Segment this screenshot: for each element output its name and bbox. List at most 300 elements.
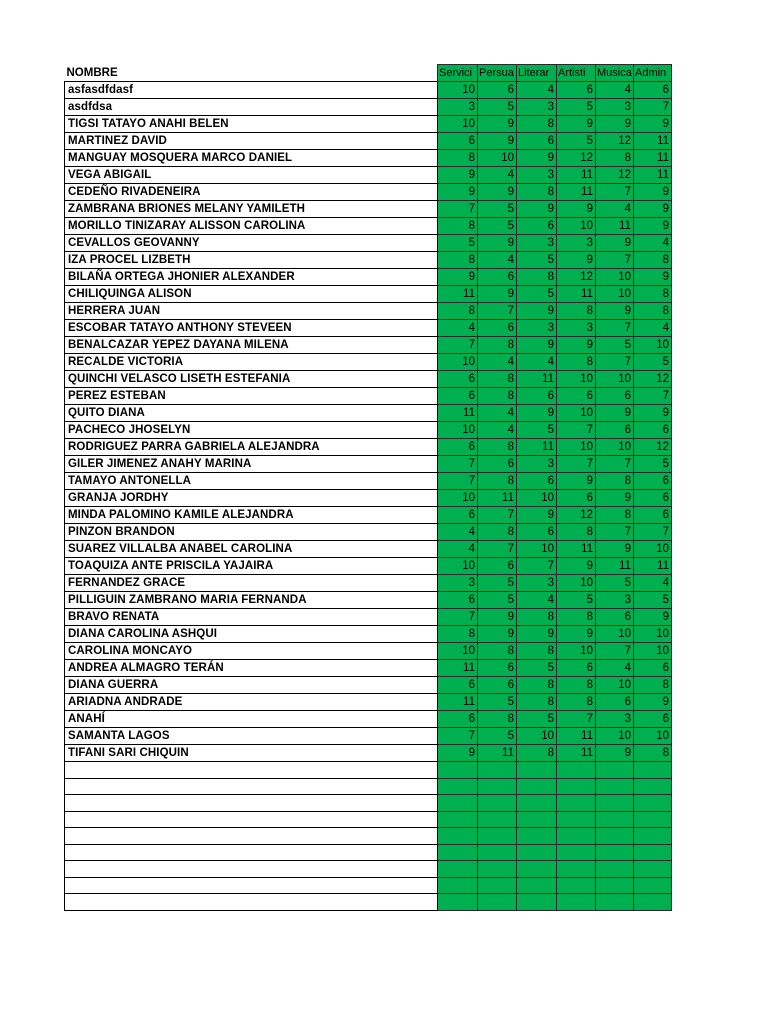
- score-cell[interactable]: 10: [634, 626, 672, 643]
- score-cell[interactable]: 9: [557, 337, 596, 354]
- score-cell[interactable]: 9: [478, 184, 517, 201]
- score-cell[interactable]: 4: [517, 354, 557, 371]
- score-cell[interactable]: 8: [438, 218, 478, 235]
- header-musical[interactable]: Musica: [596, 65, 634, 82]
- score-cell[interactable]: 4: [438, 524, 478, 541]
- score-cell[interactable]: 6: [596, 694, 634, 711]
- score-cell[interactable]: 6: [438, 677, 478, 694]
- score-cell[interactable]: [517, 811, 557, 828]
- name-cell[interactable]: FERNANDEZ GRACE: [65, 575, 438, 592]
- score-cell[interactable]: 11: [557, 745, 596, 762]
- score-cell[interactable]: 8: [438, 303, 478, 320]
- name-cell[interactable]: BILAÑA ORTEGA JHONIER ALEXANDER: [65, 269, 438, 286]
- score-cell[interactable]: 10: [438, 422, 478, 439]
- score-cell[interactable]: [478, 844, 517, 861]
- score-cell[interactable]: 9: [478, 626, 517, 643]
- score-cell[interactable]: 9: [517, 201, 557, 218]
- score-cell[interactable]: 9: [517, 150, 557, 167]
- score-cell[interactable]: 11: [596, 218, 634, 235]
- score-cell[interactable]: 8: [557, 677, 596, 694]
- score-cell[interactable]: 7: [438, 201, 478, 218]
- name-cell[interactable]: BRAVO RENATA: [65, 609, 438, 626]
- score-cell[interactable]: 6: [517, 133, 557, 150]
- score-cell[interactable]: [478, 762, 517, 779]
- name-cell[interactable]: [65, 762, 438, 779]
- score-cell[interactable]: 5: [517, 286, 557, 303]
- score-cell[interactable]: 7: [438, 473, 478, 490]
- score-cell[interactable]: 6: [517, 218, 557, 235]
- score-cell[interactable]: 8: [634, 677, 672, 694]
- score-cell[interactable]: [517, 828, 557, 845]
- score-cell[interactable]: 4: [438, 320, 478, 337]
- score-cell[interactable]: 4: [478, 405, 517, 422]
- score-cell[interactable]: [596, 762, 634, 779]
- score-cell[interactable]: 9: [517, 405, 557, 422]
- score-cell[interactable]: 6: [438, 388, 478, 405]
- score-cell[interactable]: 9: [634, 218, 672, 235]
- name-cell[interactable]: GRANJA JORDHY: [65, 490, 438, 507]
- score-cell[interactable]: 9: [438, 269, 478, 286]
- score-cell[interactable]: 10: [634, 541, 672, 558]
- name-cell[interactable]: CEVALLOS GEOVANNY: [65, 235, 438, 252]
- score-cell[interactable]: 10: [438, 490, 478, 507]
- score-cell[interactable]: 5: [478, 99, 517, 116]
- score-cell[interactable]: 7: [596, 320, 634, 337]
- name-cell[interactable]: GILER JIMENEZ ANAHY MARINA: [65, 456, 438, 473]
- score-cell[interactable]: [557, 762, 596, 779]
- score-cell[interactable]: 11: [557, 286, 596, 303]
- score-cell[interactable]: 9: [517, 626, 557, 643]
- score-cell[interactable]: 10: [596, 286, 634, 303]
- score-cell[interactable]: 6: [634, 490, 672, 507]
- score-cell[interactable]: 8: [634, 303, 672, 320]
- score-cell[interactable]: 11: [438, 286, 478, 303]
- name-cell[interactable]: CHILIQUINGA ALISON: [65, 286, 438, 303]
- score-cell[interactable]: 9: [596, 405, 634, 422]
- score-cell[interactable]: 10: [517, 541, 557, 558]
- score-cell[interactable]: 7: [438, 728, 478, 745]
- name-cell[interactable]: MORILLO TINIZARAY ALISSON CAROLINA: [65, 218, 438, 235]
- score-cell[interactable]: 11: [634, 167, 672, 184]
- score-cell[interactable]: 10: [596, 269, 634, 286]
- score-cell[interactable]: [478, 811, 517, 828]
- score-cell[interactable]: [596, 894, 634, 911]
- score-cell[interactable]: 6: [478, 269, 517, 286]
- name-cell[interactable]: SUAREZ VILLALBA ANABEL CAROLINA: [65, 541, 438, 558]
- score-cell[interactable]: 9: [557, 116, 596, 133]
- name-cell[interactable]: [65, 795, 438, 812]
- name-cell[interactable]: DIANA CAROLINA ASHQUI: [65, 626, 438, 643]
- score-cell[interactable]: 3: [517, 320, 557, 337]
- score-cell[interactable]: 4: [478, 252, 517, 269]
- name-cell[interactable]: PINZON BRANDON: [65, 524, 438, 541]
- score-cell[interactable]: 6: [478, 677, 517, 694]
- score-cell[interactable]: 6: [478, 660, 517, 677]
- score-cell[interactable]: 4: [634, 320, 672, 337]
- score-cell[interactable]: 11: [557, 167, 596, 184]
- name-cell[interactable]: PEREZ ESTEBAN: [65, 388, 438, 405]
- name-cell[interactable]: TAMAYO ANTONELLA: [65, 473, 438, 490]
- score-cell[interactable]: [478, 861, 517, 878]
- score-cell[interactable]: 9: [596, 541, 634, 558]
- score-cell[interactable]: 9: [634, 184, 672, 201]
- score-cell[interactable]: [634, 762, 672, 779]
- score-cell[interactable]: 9: [478, 609, 517, 626]
- score-cell[interactable]: 8: [596, 507, 634, 524]
- header-administrativo[interactable]: Admin: [634, 65, 672, 82]
- score-cell[interactable]: 4: [596, 201, 634, 218]
- score-cell[interactable]: 8: [478, 388, 517, 405]
- score-cell[interactable]: 10: [557, 439, 596, 456]
- score-cell[interactable]: [557, 778, 596, 795]
- score-cell[interactable]: 5: [438, 235, 478, 252]
- score-cell[interactable]: 10: [634, 337, 672, 354]
- score-cell[interactable]: 11: [478, 745, 517, 762]
- score-cell[interactable]: 8: [517, 184, 557, 201]
- score-cell[interactable]: 5: [517, 252, 557, 269]
- name-cell[interactable]: VEGA ABIGAIL: [65, 167, 438, 184]
- score-cell[interactable]: [478, 894, 517, 911]
- score-cell[interactable]: 10: [634, 728, 672, 745]
- score-cell[interactable]: 7: [596, 524, 634, 541]
- score-cell[interactable]: 9: [596, 745, 634, 762]
- score-cell[interactable]: [557, 894, 596, 911]
- score-cell[interactable]: 4: [634, 575, 672, 592]
- score-cell[interactable]: 8: [478, 524, 517, 541]
- score-cell[interactable]: 8: [517, 643, 557, 660]
- score-cell[interactable]: [557, 828, 596, 845]
- score-cell[interactable]: 8: [634, 286, 672, 303]
- score-cell[interactable]: 4: [438, 541, 478, 558]
- score-cell[interactable]: 3: [517, 167, 557, 184]
- name-cell[interactable]: ANDREA ALMAGRO TERÁN: [65, 660, 438, 677]
- score-cell[interactable]: 11: [517, 439, 557, 456]
- score-cell[interactable]: 3: [596, 592, 634, 609]
- score-cell[interactable]: 8: [557, 694, 596, 711]
- name-cell[interactable]: asfasdfdasf: [65, 82, 438, 99]
- score-cell[interactable]: 7: [596, 456, 634, 473]
- score-cell[interactable]: 8: [478, 371, 517, 388]
- score-cell[interactable]: 5: [517, 660, 557, 677]
- score-cell[interactable]: 3: [557, 320, 596, 337]
- score-cell[interactable]: 9: [634, 116, 672, 133]
- score-cell[interactable]: [517, 894, 557, 911]
- score-cell[interactable]: 10: [596, 371, 634, 388]
- score-cell[interactable]: 11: [634, 150, 672, 167]
- score-cell[interactable]: 5: [557, 592, 596, 609]
- score-cell[interactable]: 7: [596, 252, 634, 269]
- score-cell[interactable]: 5: [478, 592, 517, 609]
- score-cell[interactable]: 6: [438, 439, 478, 456]
- score-cell[interactable]: [634, 811, 672, 828]
- score-cell[interactable]: [517, 778, 557, 795]
- name-cell[interactable]: ESCOBAR TATAYO ANTHONY STEVEEN: [65, 320, 438, 337]
- score-cell[interactable]: 10: [438, 82, 478, 99]
- score-cell[interactable]: 9: [517, 507, 557, 524]
- score-cell[interactable]: 9: [596, 490, 634, 507]
- score-cell[interactable]: 9: [517, 303, 557, 320]
- score-cell[interactable]: [557, 811, 596, 828]
- score-cell[interactable]: 5: [517, 422, 557, 439]
- score-cell[interactable]: 7: [517, 558, 557, 575]
- score-cell[interactable]: 9: [478, 133, 517, 150]
- score-cell[interactable]: 6: [478, 558, 517, 575]
- name-cell[interactable]: MANGUAY MOSQUERA MARCO DANIEL: [65, 150, 438, 167]
- score-cell[interactable]: 12: [596, 167, 634, 184]
- header-servicio[interactable]: Servici: [438, 65, 478, 82]
- score-cell[interactable]: 11: [438, 405, 478, 422]
- score-cell[interactable]: 6: [438, 592, 478, 609]
- score-cell[interactable]: 10: [596, 439, 634, 456]
- header-literario[interactable]: Literar: [517, 65, 557, 82]
- score-cell[interactable]: 4: [517, 592, 557, 609]
- name-cell[interactable]: ZAMBRANA BRIONES MELANY YAMILETH: [65, 201, 438, 218]
- score-cell[interactable]: 10: [557, 371, 596, 388]
- score-cell[interactable]: 5: [478, 728, 517, 745]
- score-cell[interactable]: 6: [517, 473, 557, 490]
- score-cell[interactable]: 12: [596, 133, 634, 150]
- score-cell[interactable]: 9: [557, 558, 596, 575]
- score-cell[interactable]: 10: [438, 643, 478, 660]
- score-cell[interactable]: 9: [517, 337, 557, 354]
- score-cell[interactable]: 8: [517, 694, 557, 711]
- score-cell[interactable]: 7: [596, 184, 634, 201]
- score-cell[interactable]: 7: [596, 643, 634, 660]
- name-cell[interactable]: CEDEÑO RIVADENEIRA: [65, 184, 438, 201]
- score-cell[interactable]: 5: [478, 575, 517, 592]
- score-cell[interactable]: [438, 762, 478, 779]
- score-cell[interactable]: 7: [634, 524, 672, 541]
- name-cell[interactable]: CAROLINA MONCAYO: [65, 643, 438, 660]
- score-cell[interactable]: [517, 861, 557, 878]
- score-cell[interactable]: 5: [478, 694, 517, 711]
- score-cell[interactable]: 6: [557, 82, 596, 99]
- score-cell[interactable]: 7: [438, 609, 478, 626]
- score-cell[interactable]: 9: [478, 286, 517, 303]
- score-cell[interactable]: 8: [478, 643, 517, 660]
- score-cell[interactable]: 9: [438, 745, 478, 762]
- score-cell[interactable]: 11: [438, 694, 478, 711]
- score-cell[interactable]: 9: [634, 269, 672, 286]
- name-cell[interactable]: ANAHÍ: [65, 711, 438, 728]
- score-cell[interactable]: 11: [478, 490, 517, 507]
- name-cell[interactable]: TOAQUIZA ANTE PRISCILA YAJAIRA: [65, 558, 438, 575]
- score-cell[interactable]: 6: [634, 507, 672, 524]
- score-cell[interactable]: 5: [557, 133, 596, 150]
- score-cell[interactable]: [596, 861, 634, 878]
- score-cell[interactable]: [596, 795, 634, 812]
- score-cell[interactable]: [634, 828, 672, 845]
- score-cell[interactable]: 6: [634, 82, 672, 99]
- score-cell[interactable]: [557, 795, 596, 812]
- score-cell[interactable]: 3: [517, 456, 557, 473]
- score-cell[interactable]: 7: [478, 303, 517, 320]
- score-cell[interactable]: 8: [478, 337, 517, 354]
- score-cell[interactable]: [478, 828, 517, 845]
- score-cell[interactable]: 3: [596, 711, 634, 728]
- score-cell[interactable]: 10: [517, 728, 557, 745]
- score-cell[interactable]: 11: [517, 371, 557, 388]
- name-cell[interactable]: [65, 894, 438, 911]
- score-cell[interactable]: 9: [634, 694, 672, 711]
- score-cell[interactable]: 6: [438, 711, 478, 728]
- score-cell[interactable]: 11: [596, 558, 634, 575]
- score-cell[interactable]: 6: [596, 422, 634, 439]
- score-cell[interactable]: 11: [557, 541, 596, 558]
- score-cell[interactable]: 8: [478, 711, 517, 728]
- name-cell[interactable]: RECALDE VICTORIA: [65, 354, 438, 371]
- score-cell[interactable]: 8: [557, 354, 596, 371]
- score-cell[interactable]: 8: [557, 303, 596, 320]
- score-cell[interactable]: 10: [438, 116, 478, 133]
- score-cell[interactable]: 6: [517, 524, 557, 541]
- name-cell[interactable]: [65, 811, 438, 828]
- score-cell[interactable]: [438, 877, 478, 894]
- score-cell[interactable]: 7: [634, 99, 672, 116]
- score-cell[interactable]: 6: [596, 388, 634, 405]
- score-cell[interactable]: 9: [596, 235, 634, 252]
- score-cell[interactable]: 9: [634, 609, 672, 626]
- score-cell[interactable]: [634, 844, 672, 861]
- score-cell[interactable]: 12: [557, 150, 596, 167]
- score-cell[interactable]: [634, 877, 672, 894]
- score-cell[interactable]: 4: [596, 82, 634, 99]
- score-cell[interactable]: 9: [634, 201, 672, 218]
- name-cell[interactable]: SAMANTA LAGOS: [65, 728, 438, 745]
- score-cell[interactable]: 11: [557, 184, 596, 201]
- name-cell[interactable]: [65, 877, 438, 894]
- name-cell[interactable]: ARIADNA ANDRADE: [65, 694, 438, 711]
- score-cell[interactable]: 10: [596, 728, 634, 745]
- score-cell[interactable]: 12: [557, 507, 596, 524]
- score-cell[interactable]: 9: [634, 405, 672, 422]
- score-cell[interactable]: [596, 811, 634, 828]
- score-cell[interactable]: 9: [478, 235, 517, 252]
- score-cell[interactable]: [438, 828, 478, 845]
- score-cell[interactable]: 10: [438, 558, 478, 575]
- name-cell[interactable]: PACHECO JHOSELYN: [65, 422, 438, 439]
- score-cell[interactable]: 6: [557, 490, 596, 507]
- name-cell[interactable]: RODRIGUEZ PARRA GABRIELA ALEJANDRA: [65, 439, 438, 456]
- score-cell[interactable]: [478, 877, 517, 894]
- score-cell[interactable]: 10: [634, 643, 672, 660]
- header-artistico[interactable]: Artisti: [557, 65, 596, 82]
- score-cell[interactable]: 7: [634, 388, 672, 405]
- name-cell[interactable]: [65, 778, 438, 795]
- score-cell[interactable]: 6: [517, 388, 557, 405]
- score-cell[interactable]: 10: [557, 405, 596, 422]
- name-cell[interactable]: QUITO DIANA: [65, 405, 438, 422]
- score-cell[interactable]: 10: [557, 218, 596, 235]
- score-cell[interactable]: [438, 778, 478, 795]
- score-cell[interactable]: 6: [438, 371, 478, 388]
- score-cell[interactable]: [517, 844, 557, 861]
- name-cell[interactable]: HERRERA JUAN: [65, 303, 438, 320]
- name-cell[interactable]: MARTINEZ DAVID: [65, 133, 438, 150]
- score-cell[interactable]: [438, 795, 478, 812]
- score-cell[interactable]: [596, 778, 634, 795]
- score-cell[interactable]: 10: [438, 354, 478, 371]
- score-cell[interactable]: 6: [596, 609, 634, 626]
- score-cell[interactable]: [557, 844, 596, 861]
- score-cell[interactable]: 9: [557, 473, 596, 490]
- score-cell[interactable]: 6: [557, 660, 596, 677]
- score-cell[interactable]: 5: [478, 218, 517, 235]
- score-cell[interactable]: [438, 861, 478, 878]
- name-cell[interactable]: TIGSI TATAYO ANAHI BELEN: [65, 116, 438, 133]
- score-cell[interactable]: 6: [634, 660, 672, 677]
- score-cell[interactable]: 9: [596, 116, 634, 133]
- score-cell[interactable]: 9: [557, 252, 596, 269]
- name-cell[interactable]: [65, 828, 438, 845]
- score-cell[interactable]: 6: [438, 133, 478, 150]
- score-cell[interactable]: 6: [478, 82, 517, 99]
- score-cell[interactable]: 8: [634, 745, 672, 762]
- header-persuasivo[interactable]: Persua: [478, 65, 517, 82]
- score-cell[interactable]: 7: [478, 507, 517, 524]
- score-cell[interactable]: 5: [596, 337, 634, 354]
- score-cell[interactable]: 6: [634, 422, 672, 439]
- name-cell[interactable]: [65, 861, 438, 878]
- score-cell[interactable]: 10: [596, 626, 634, 643]
- name-cell[interactable]: IZA PROCEL LIZBETH: [65, 252, 438, 269]
- score-cell[interactable]: [634, 778, 672, 795]
- score-cell[interactable]: 11: [634, 133, 672, 150]
- score-cell[interactable]: 7: [478, 541, 517, 558]
- score-cell[interactable]: 9: [478, 116, 517, 133]
- score-cell[interactable]: [557, 861, 596, 878]
- score-cell[interactable]: [557, 877, 596, 894]
- score-cell[interactable]: 5: [596, 575, 634, 592]
- score-cell[interactable]: [596, 828, 634, 845]
- score-cell[interactable]: 4: [517, 82, 557, 99]
- score-cell[interactable]: 9: [596, 303, 634, 320]
- score-cell[interactable]: 6: [634, 711, 672, 728]
- score-cell[interactable]: 8: [438, 150, 478, 167]
- score-cell[interactable]: 10: [557, 643, 596, 660]
- score-cell[interactable]: 8: [478, 439, 517, 456]
- score-cell[interactable]: 9: [438, 167, 478, 184]
- score-cell[interactable]: [596, 844, 634, 861]
- score-cell[interactable]: [517, 762, 557, 779]
- score-cell[interactable]: 5: [478, 201, 517, 218]
- score-cell[interactable]: [634, 795, 672, 812]
- score-cell[interactable]: 3: [438, 575, 478, 592]
- score-cell[interactable]: 8: [438, 626, 478, 643]
- score-cell[interactable]: 8: [596, 473, 634, 490]
- score-cell[interactable]: [438, 844, 478, 861]
- score-cell[interactable]: 3: [438, 99, 478, 116]
- score-cell[interactable]: 10: [478, 150, 517, 167]
- score-cell[interactable]: 7: [596, 354, 634, 371]
- name-cell[interactable]: MINDA PALOMINO KAMILE ALEJANDRA: [65, 507, 438, 524]
- score-cell[interactable]: 5: [517, 711, 557, 728]
- score-cell[interactable]: 9: [438, 184, 478, 201]
- score-cell[interactable]: 3: [517, 99, 557, 116]
- name-cell[interactable]: TIFANI SARI CHIQUIN: [65, 745, 438, 762]
- score-cell[interactable]: 10: [517, 490, 557, 507]
- score-cell[interactable]: 5: [557, 99, 596, 116]
- name-cell[interactable]: DIANA GUERRA: [65, 677, 438, 694]
- score-cell[interactable]: 8: [557, 524, 596, 541]
- score-cell[interactable]: 8: [517, 745, 557, 762]
- score-cell[interactable]: 4: [478, 354, 517, 371]
- score-cell[interactable]: [478, 795, 517, 812]
- score-cell[interactable]: 8: [517, 609, 557, 626]
- score-cell[interactable]: 5: [634, 354, 672, 371]
- name-cell[interactable]: [65, 844, 438, 861]
- score-cell[interactable]: 5: [634, 456, 672, 473]
